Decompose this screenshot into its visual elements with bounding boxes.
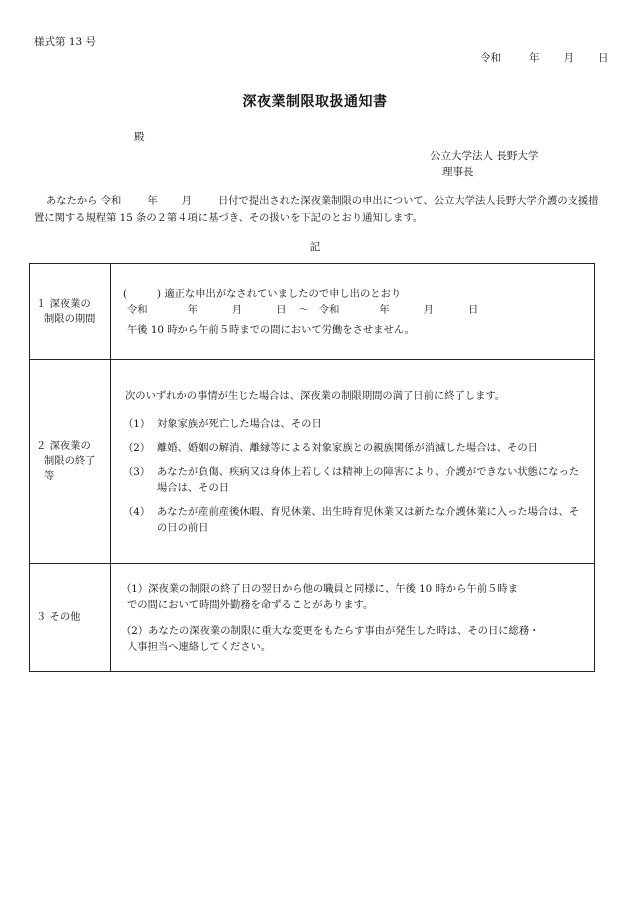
period-status-line bbox=[123, 286, 594, 302]
table-row-termination bbox=[30, 360, 595, 564]
termination-item bbox=[123, 416, 580, 432]
date-era: 令和 bbox=[480, 52, 501, 64]
date-year: 年 bbox=[529, 52, 540, 64]
from-era: 令和 bbox=[127, 303, 148, 316]
date-day: 日 bbox=[598, 52, 609, 64]
form-number: 様式第 13 号 bbox=[34, 36, 97, 48]
to-month: 月 bbox=[423, 303, 434, 316]
other-item2-line2: 人事担当へ連絡してください。 bbox=[127, 640, 272, 653]
notice-table bbox=[29, 263, 595, 672]
body-part3: 月 bbox=[181, 195, 192, 207]
termination-content bbox=[111, 360, 595, 564]
termination-label-line2: 制限の終了 bbox=[44, 455, 96, 467]
termination-item-text: 離婚、婚姻の解消、離縁等による対象家族との親族関係が消滅した場合は、その日 bbox=[157, 441, 538, 454]
from-month: 月 bbox=[231, 303, 243, 316]
issuer-position: 理事長 bbox=[442, 166, 474, 178]
date-month: 月 bbox=[563, 52, 574, 64]
document-title: 深夜業制限取扱通知書 bbox=[242, 94, 388, 110]
other-label bbox=[30, 564, 111, 672]
issuer-organization: 公立大学法人 長野大学 bbox=[430, 150, 539, 162]
termination-intro: 次のいずれかの事情が生じた場合は、深夜業の制限期間の満了日前に終了します。 bbox=[125, 389, 506, 402]
period-status-text: 適正な申出がなされていましたので申し出のとおり bbox=[164, 287, 402, 300]
status-paren-close: ) bbox=[157, 287, 162, 300]
termination-item-text: 対象家族が死亡した場合は、その日 bbox=[157, 417, 322, 430]
issue-date bbox=[480, 50, 609, 65]
termination-label bbox=[30, 360, 111, 564]
from-day: 日 bbox=[276, 303, 287, 316]
period-label-line1: １ 深夜業の bbox=[36, 297, 91, 310]
other-item1-line2: での間において時間外勤務を命ずることがあります。 bbox=[127, 598, 374, 611]
termination-item-num: （1） bbox=[123, 417, 151, 430]
period-dates-line bbox=[123, 302, 594, 318]
range-tilde: ～ bbox=[298, 303, 309, 316]
status-paren-open: ( bbox=[123, 287, 128, 300]
termination-item bbox=[123, 440, 580, 456]
to-day: 日 bbox=[467, 303, 479, 316]
other-item1-line1: （1）深夜業の制限の終了日の翌日から他の職員と同様に、午後 10 時から午前５時ま bbox=[121, 582, 518, 595]
body-part4: 日付で提出された深夜業制限の申出について、公立大学法人長野大学介護の支援措置に関する規程第 15 条の２第４項に基づき、その扱いを下記のとおり通知します。 bbox=[34, 195, 599, 224]
termination-item-num: （2） bbox=[123, 441, 151, 454]
termination-item bbox=[123, 504, 580, 536]
table-row-period bbox=[30, 264, 595, 360]
body-part1: あなたから 令和 bbox=[46, 195, 122, 207]
other-label-text: ３ その他 bbox=[36, 611, 81, 623]
period-content bbox=[111, 264, 595, 360]
period-note: 午後 10 時から午前５時までの間において労働をさせません。 bbox=[127, 323, 415, 336]
from-year: 年 bbox=[187, 303, 198, 316]
table-row-other bbox=[30, 564, 595, 672]
other-item2 bbox=[121, 623, 584, 655]
other-content bbox=[111, 564, 595, 672]
termination-item-text: あなたが産前産後休暇、育児休業、出生時育児休業又は新たな介護休業に入った場合は、その日の前日 bbox=[157, 505, 580, 534]
termination-item-num: （4） bbox=[123, 505, 151, 518]
to-era: 令和 bbox=[318, 303, 340, 316]
termination-item-num: （3） bbox=[123, 465, 151, 478]
addressee-suffix: 殿 bbox=[134, 131, 145, 143]
period-label bbox=[30, 264, 111, 360]
other-item1 bbox=[121, 581, 584, 613]
termination-item bbox=[123, 464, 580, 496]
ki-marker: 記 bbox=[309, 241, 321, 253]
termination-item-text: あなたが負傷、疾病又は身体上若しくは精神上の障害により、介護ができない状態になった場合は、その日 bbox=[157, 465, 580, 494]
notice-body bbox=[34, 193, 604, 227]
body-part2: 年 bbox=[147, 195, 158, 207]
to-year: 年 bbox=[379, 303, 390, 316]
termination-label-line1: ２ 深夜業の bbox=[36, 440, 91, 452]
period-label-line2: 制限の期間 bbox=[44, 312, 96, 325]
termination-label-line3: 等 bbox=[44, 470, 55, 482]
other-item2-line1: （2）あなたの深夜業の制限に重大な変更をもたらす事由が発生した時は、その日に総務・ bbox=[121, 624, 540, 637]
